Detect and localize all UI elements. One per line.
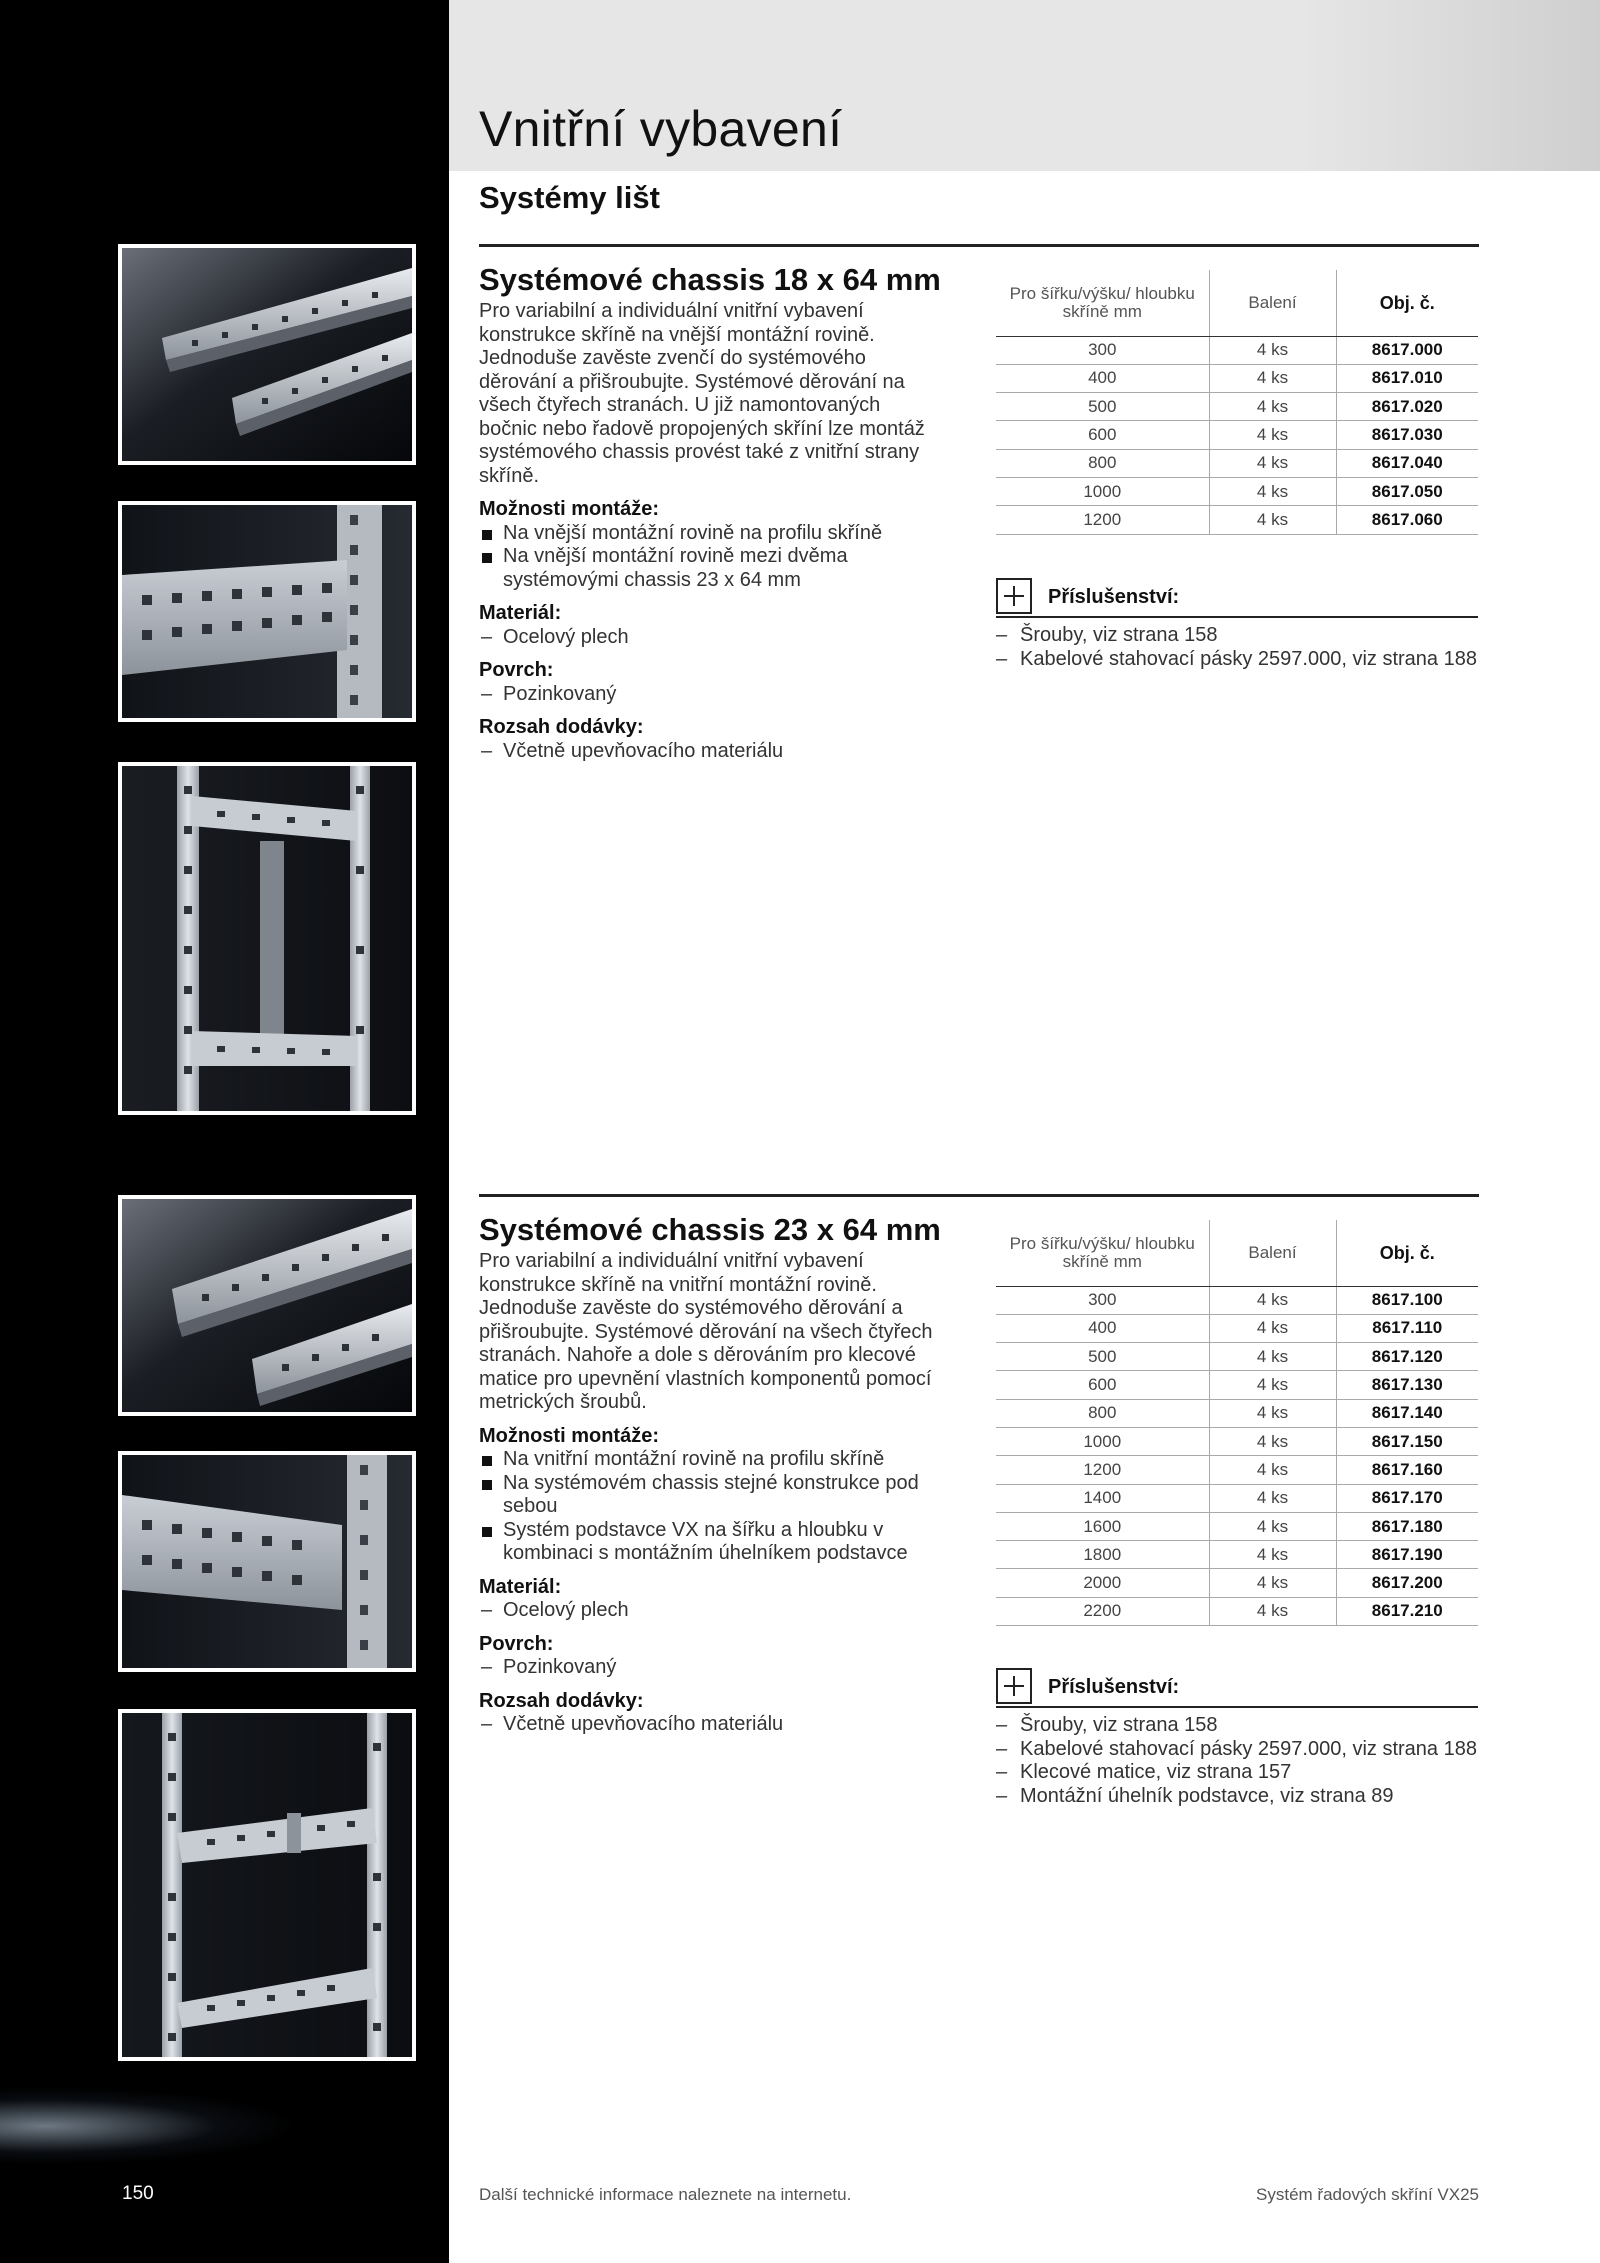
cell-order-no: 8617.010 (1336, 364, 1478, 392)
column-header-order-no: Obj. č. (1336, 270, 1478, 336)
section-title: Systémové chassis 23 x 64 mm (479, 1212, 941, 1247)
material-heading: Materiál: (479, 1575, 562, 1598)
cell-packaging: 4 ks (1209, 1286, 1336, 1314)
scope-heading: Rozsah dodávky: (479, 1689, 644, 1712)
cell-order-no: 8617.180 (1336, 1512, 1478, 1540)
cell-size: 300 (996, 336, 1209, 364)
column-header-packaging: Balení (1209, 270, 1336, 336)
order-table (996, 270, 1478, 535)
accessory-item: – Kabelové stahovací pásky 2597.000, viz strana 188 (996, 1738, 1478, 1762)
cell-order-no: 8617.130 (1336, 1371, 1478, 1399)
cell-packaging: 4 ks (1209, 421, 1336, 449)
mounting-option: Na vnější montážní rovině na profilu skříně (479, 522, 939, 546)
table-header-row (996, 270, 1478, 336)
material-heading: Materiál: (479, 602, 562, 624)
cell-order-no: 8617.000 (1336, 336, 1478, 364)
table-row (996, 1314, 1478, 1342)
cell-order-no: 8617.100 (1336, 1286, 1478, 1314)
material-value: – Ocelový plech (479, 626, 939, 650)
surface-value: – Pozinkovaný (479, 683, 939, 707)
left-band-glow (0, 2060, 449, 2180)
cell-packaging: 4 ks (1209, 1569, 1336, 1597)
accessory-item: – Klecové matice, viz strana 157 (996, 1761, 1478, 1785)
surface-heading: Povrch: (479, 1632, 554, 1655)
cell-size: 2200 (996, 1597, 1209, 1625)
footer-product-line: Systém řadových skříní VX25 (1256, 2185, 1479, 2204)
mounting-options-list (479, 522, 939, 593)
product-section-23x64 (479, 1194, 1479, 1874)
page-number: 150 (122, 2183, 154, 2204)
cell-size: 1000 (996, 477, 1209, 505)
mounting-option: Na systémovém chassis stejné konstrukce pod sebou (479, 1472, 939, 1519)
section-top-rule (479, 244, 1479, 247)
table-row (996, 449, 1478, 477)
cell-order-no: 8617.040 (1336, 449, 1478, 477)
cell-packaging: 4 ks (1209, 449, 1336, 477)
cell-packaging: 4 ks (1209, 1371, 1336, 1399)
cell-order-no: 8617.170 (1336, 1484, 1478, 1512)
cell-size: 2000 (996, 1569, 1209, 1597)
scope-heading: Rozsah dodávky: (479, 716, 644, 738)
cell-order-no: 8617.200 (1336, 1569, 1478, 1597)
cell-size: 500 (996, 393, 1209, 421)
accessories-list (996, 624, 1478, 671)
cell-order-no: 8617.030 (1336, 421, 1478, 449)
table-row (996, 477, 1478, 505)
table-row (996, 1512, 1478, 1540)
cell-packaging: 4 ks (1209, 336, 1336, 364)
product-photo-frame-23x64 (118, 1709, 416, 2061)
cell-size: 400 (996, 1314, 1209, 1342)
table-row (996, 1569, 1478, 1597)
mounting-options-list (479, 1448, 939, 1566)
description-text: Pro variabilní a individuální vnitřní vybavení konstrukce skříně na vnější montážní rovině. Jednoduše zavěste zvenčí do systémového děrování a přišroubujte. Systémové děrování na všech čtyřech stranách. U již namontovaných bočnic nebo řadově propojených skříní lze montáž systémového chassis provést také z vnitřní strany skříně. (479, 300, 925, 487)
scope-value: – Včetně upevňovacího materiálu (479, 740, 939, 764)
accessories-title: Příslušenství: (1048, 586, 1180, 608)
cell-packaging: 4 ks (1209, 477, 1336, 505)
plus-icon (996, 1668, 1032, 1704)
table-header-row (996, 1220, 1478, 1286)
cell-packaging: 4 ks (1209, 1314, 1336, 1342)
accessories-block (996, 1664, 1478, 1808)
cell-packaging: 4 ks (1209, 1456, 1336, 1484)
cell-order-no: 8617.110 (1336, 1314, 1478, 1342)
table-row (996, 393, 1478, 421)
accessories-title: Příslušenství: (1048, 1676, 1180, 1698)
accessory-item: – Šrouby, viz strana 158 (996, 1714, 1478, 1738)
cell-size: 500 (996, 1343, 1209, 1371)
cell-packaging: 4 ks (1209, 1343, 1336, 1371)
cell-packaging: 4 ks (1209, 506, 1336, 534)
mounting-option: Systém podstavce VX na šířku a hloubku v kombinaci s montážním úhelníkem podstavce (479, 1519, 939, 1566)
cell-size: 1200 (996, 506, 1209, 534)
table-row (996, 1541, 1478, 1569)
header-banner-shade (1300, 0, 1600, 171)
surface-value: – Pozinkovaný (479, 1656, 939, 1680)
column-header-size: Pro šířku/výšku/ hloubku skříně mm (996, 270, 1209, 336)
cell-order-no: 8617.150 (1336, 1427, 1478, 1455)
table-row (996, 1399, 1478, 1427)
product-section-18x64 (479, 244, 1479, 804)
cell-size: 1200 (996, 1456, 1209, 1484)
mounting-option: Na vnější montážní rovině mezi dvěma systémovými chassis 23 x 64 mm (479, 545, 939, 592)
table-row (996, 1484, 1478, 1512)
column-header-order-no: Obj. č. (1336, 1220, 1478, 1286)
cell-packaging: 4 ks (1209, 1427, 1336, 1455)
section-title: Systémové chassis 18 x 64 mm (479, 262, 941, 297)
cell-order-no: 8617.020 (1336, 393, 1478, 421)
cell-packaging: 4 ks (1209, 1541, 1336, 1569)
table-row (996, 1371, 1478, 1399)
cell-size: 800 (996, 449, 1209, 477)
cell-size: 300 (996, 1286, 1209, 1314)
accessory-item: – Šrouby, viz strana 158 (996, 624, 1478, 648)
cell-packaging: 4 ks (1209, 1597, 1336, 1625)
cell-size: 600 (996, 1371, 1209, 1399)
table-row (996, 1286, 1478, 1314)
cell-order-no: 8617.060 (1336, 506, 1478, 534)
accessory-item: – Montážní úhelník podstavce, viz strana 89 (996, 1785, 1478, 1809)
mounting-heading: Možnosti montáže: (479, 1424, 659, 1447)
table-row (996, 1343, 1478, 1371)
footer-note: Další technické informace naleznete na internetu. (479, 2185, 852, 2204)
cell-packaging: 4 ks (1209, 364, 1336, 392)
column-header-size: Pro šířku/výšku/ hloubku skříně mm (996, 1220, 1209, 1286)
table-row (996, 336, 1478, 364)
scope-value: – Včetně upevňovacího materiálu (479, 1713, 939, 1737)
cell-size: 400 (996, 364, 1209, 392)
cell-size: 1600 (996, 1512, 1209, 1540)
table-row (996, 1427, 1478, 1455)
table-row (996, 1597, 1478, 1625)
product-photo-frame-18x64 (118, 762, 416, 1115)
accessories-header (996, 574, 1478, 618)
product-photo-rails-18x64 (118, 244, 416, 465)
product-description (479, 1250, 939, 1737)
product-description (479, 300, 939, 763)
accessory-item: – Kabelové stahovací pásky 2597.000, viz strana 188 (996, 648, 1478, 672)
product-photo-chassis-mounted-23x64 (118, 1451, 416, 1672)
table-row (996, 1456, 1478, 1484)
cell-order-no: 8617.120 (1336, 1343, 1478, 1371)
accessories-header (996, 1664, 1478, 1708)
page-subtitle: Systémy lišt (479, 180, 660, 215)
order-table (996, 1220, 1478, 1626)
accessories-list (996, 1714, 1478, 1808)
cell-order-no: 8617.210 (1336, 1597, 1478, 1625)
cell-order-no: 8617.140 (1336, 1399, 1478, 1427)
cell-packaging: 4 ks (1209, 393, 1336, 421)
cell-order-no: 8617.190 (1336, 1541, 1478, 1569)
cell-packaging: 4 ks (1209, 1484, 1336, 1512)
cell-size: 600 (996, 421, 1209, 449)
cell-packaging: 4 ks (1209, 1399, 1336, 1427)
cell-size: 1400 (996, 1484, 1209, 1512)
column-header-packaging: Balení (1209, 1220, 1336, 1286)
table-row (996, 364, 1478, 392)
table-row (996, 421, 1478, 449)
page-title: Vnitřní vybavení (479, 101, 843, 157)
product-photo-rails-23x64 (118, 1195, 416, 1416)
description-text: Pro variabilní a individuální vnitřní vybavení konstrukce skříně na vnitřní montážní rovině. Jednoduše zavěste do systémového děrování a přišroubujte. Systémové děrování na všech čtyřech stranách. Nahoře a dole s děrováním pro klecové matice pro upevnění vlastních komponentů pomocí metrických šroubů. (479, 1250, 933, 1413)
cell-size: 1800 (996, 1541, 1209, 1569)
plus-icon (996, 578, 1032, 614)
cell-packaging: 4 ks (1209, 1512, 1336, 1540)
product-photo-chassis-mounted-18x64 (118, 501, 416, 722)
cell-order-no: 8617.050 (1336, 477, 1478, 505)
table-row (996, 506, 1478, 534)
cell-order-no: 8617.160 (1336, 1456, 1478, 1484)
section-top-rule (479, 1194, 1479, 1197)
accessories-block (996, 574, 1478, 671)
cell-size: 800 (996, 1399, 1209, 1427)
material-value: – Ocelový plech (479, 1599, 939, 1623)
cell-size: 1000 (996, 1427, 1209, 1455)
mounting-option: Na vnitřní montážní rovině na profilu skříně (479, 1448, 939, 1472)
mounting-heading: Možnosti montáže: (479, 498, 659, 520)
surface-heading: Povrch: (479, 659, 554, 681)
